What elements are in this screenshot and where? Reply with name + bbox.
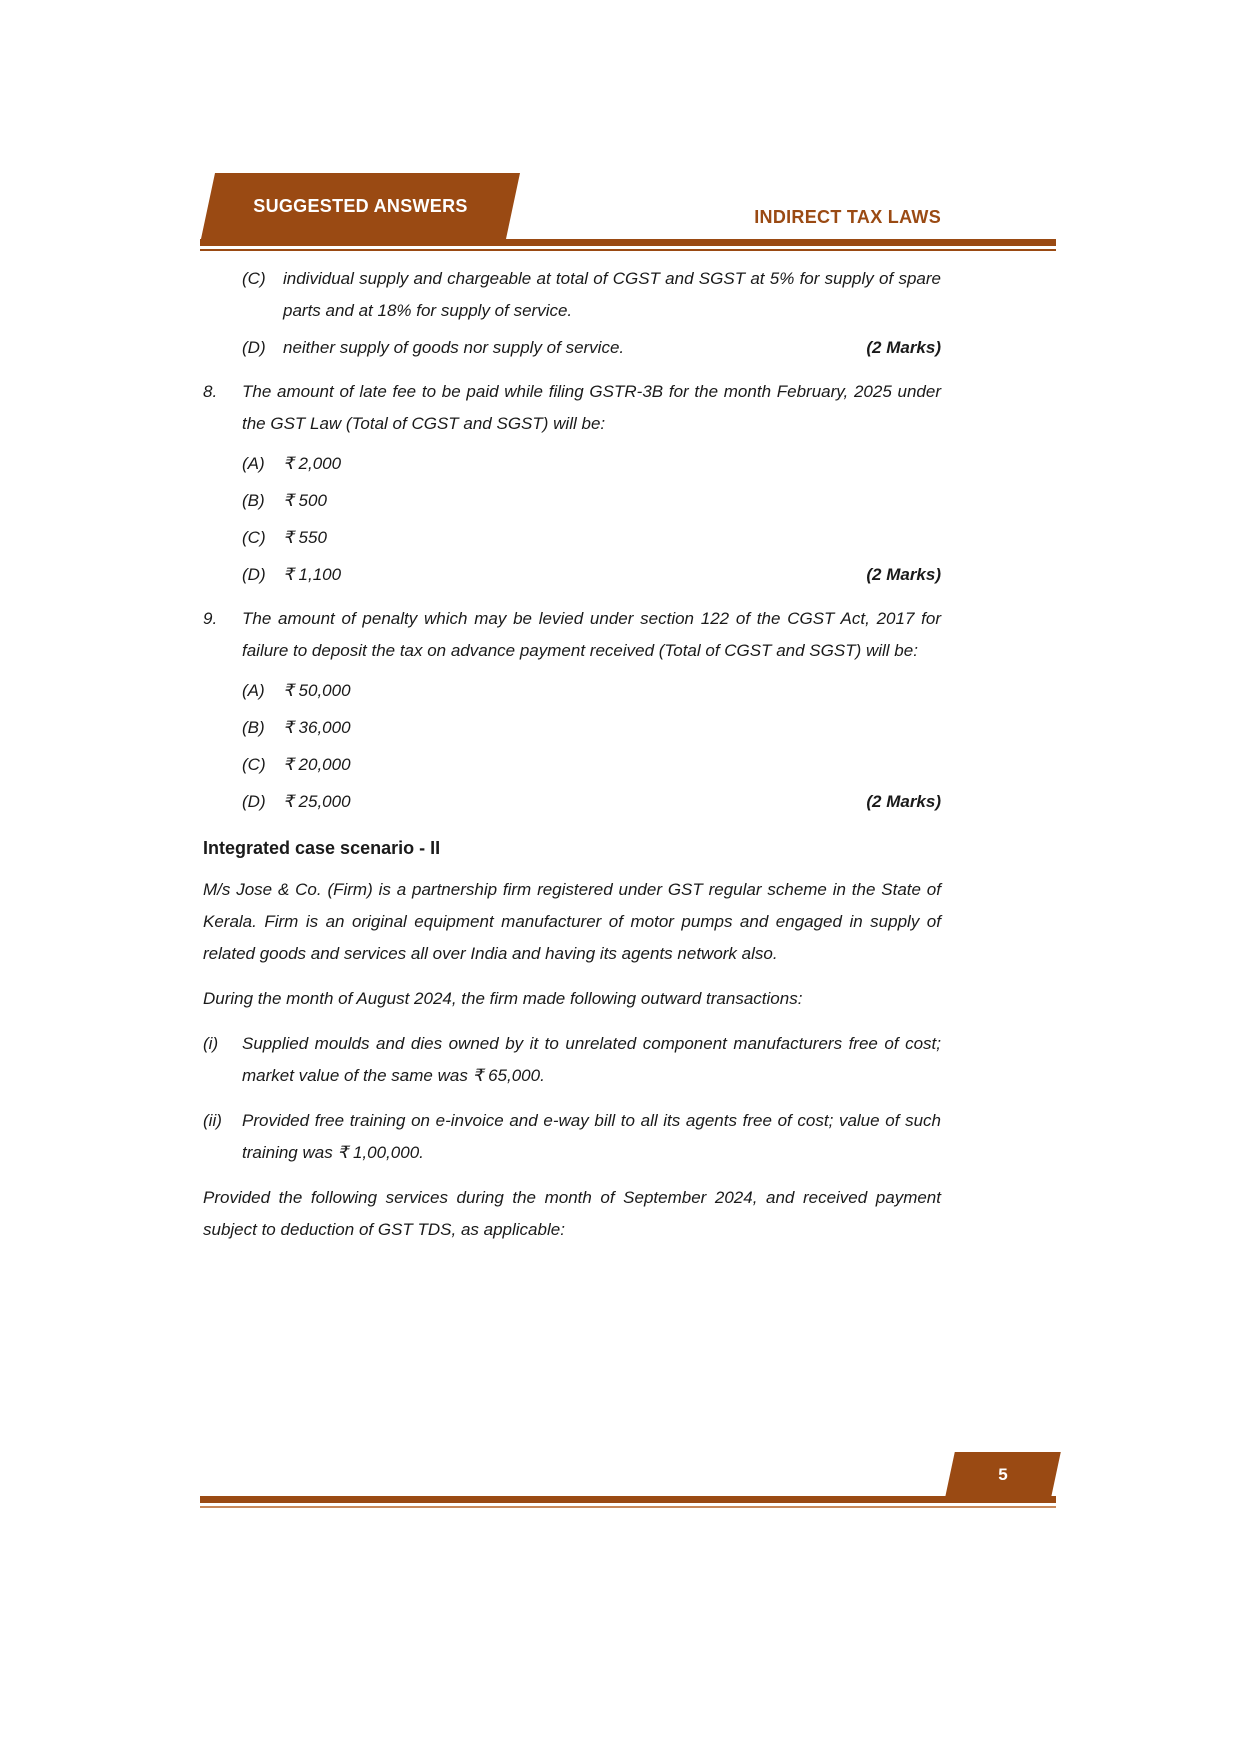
scenario-august-paragraph: During the month of August 2024, the firm made following outward transactions:	[203, 989, 803, 1008]
page-content	[203, 258, 941, 1259]
page-number-tab	[950, 1452, 1056, 1497]
list-item-text: Supplied moulds and dies owned by it to unrelated component manufacturers free of cost; market value of the same was ₹ 65,000.	[242, 1034, 941, 1085]
question-text: The amount of late fee to be paid while filing GSTR-3B for the month February, 2025 under the GST Law (Total of CGST and SGST) will be:	[242, 382, 941, 433]
option-label: (C)	[242, 755, 266, 774]
option-label: (B)	[242, 718, 265, 737]
header-rule-thin	[200, 249, 1056, 251]
marks-label: (2 Marks)	[866, 792, 941, 811]
option-label: (C)	[242, 269, 266, 288]
marks-label: (2 Marks)	[866, 565, 941, 584]
transaction-item	[203, 1028, 941, 1092]
scenario-intro-paragraph: M/s Jose & Co. (Firm) is a partnership firm registered under GST regular scheme in the State of Kerala. Firm is an original equipment manufacturer of motor pumps and engaged in supply of related goods and services all over India and having its agents network also.	[203, 880, 941, 963]
option-row	[242, 332, 941, 364]
scenario-heading: Integrated case scenario - II	[203, 838, 441, 858]
question-number: 9.	[203, 609, 218, 628]
option-text: ₹ 500	[283, 491, 327, 510]
option-row	[242, 485, 941, 517]
option-text: neither supply of goods nor supply of service.	[283, 338, 625, 357]
question9-options	[242, 675, 941, 818]
option-row	[242, 786, 941, 818]
scenario-september-paragraph: Provided the following services during the month of September 2024, and received payment subject to deduction of GST TDS, as applicable:	[203, 1188, 941, 1239]
list-item-text: Provided free training on e-invoice and e-way bill to all its agents free of cost; value of such training was ₹ 1,00,000.	[242, 1111, 941, 1162]
question-8	[203, 376, 941, 440]
option-row	[242, 559, 941, 591]
option-text: ₹ 36,000	[283, 718, 351, 737]
footer-rule-thick	[200, 1496, 1056, 1503]
footer-rule-thin	[200, 1506, 1056, 1508]
transaction-item	[203, 1105, 941, 1169]
option-label: (D)	[242, 792, 266, 811]
option-text: ₹ 25,000	[283, 792, 351, 811]
header-badge-label: SUGGESTED ANSWERS	[253, 195, 468, 216]
option-row	[242, 749, 941, 781]
option-label: (A)	[242, 681, 265, 700]
question-text: The amount of penalty which may be levied under section 122 of the CGST Act, 2017 for failure to deposit the tax on advance payment received (Total of CGST and SGST) will be:	[242, 609, 941, 660]
question-number: 8.	[203, 382, 218, 401]
list-item-label: (i)	[203, 1034, 219, 1053]
option-text: ₹ 20,000	[283, 755, 351, 774]
option-text: ₹ 1,100	[283, 565, 342, 584]
question-9	[203, 603, 941, 667]
option-row	[242, 263, 941, 327]
option-label: (D)	[242, 338, 266, 357]
question8-options	[242, 448, 941, 591]
option-text: individual supply and chargeable at total of CGST and SGST at 5% for supply of spare parts and at 18% for supply of service.	[283, 269, 941, 320]
option-text: ₹ 550	[283, 528, 327, 547]
option-text: ₹ 2,000	[283, 454, 342, 473]
question7-options	[242, 263, 941, 364]
header-rule-thick	[200, 239, 1056, 246]
option-row	[242, 712, 941, 744]
option-label: (B)	[242, 491, 265, 510]
option-text: ₹ 50,000	[283, 681, 351, 700]
header-title: INDIRECT TAX LAWS	[754, 207, 941, 227]
option-label: (D)	[242, 565, 266, 584]
marks-label: (2 Marks)	[866, 338, 941, 357]
option-row	[242, 448, 941, 480]
option-label: (A)	[242, 454, 265, 473]
option-label: (C)	[242, 528, 266, 547]
option-row	[242, 675, 941, 707]
option-row	[242, 522, 941, 554]
page-number: 5	[998, 1464, 1008, 1484]
header-badge	[208, 173, 513, 239]
list-item-label: (ii)	[203, 1111, 222, 1130]
